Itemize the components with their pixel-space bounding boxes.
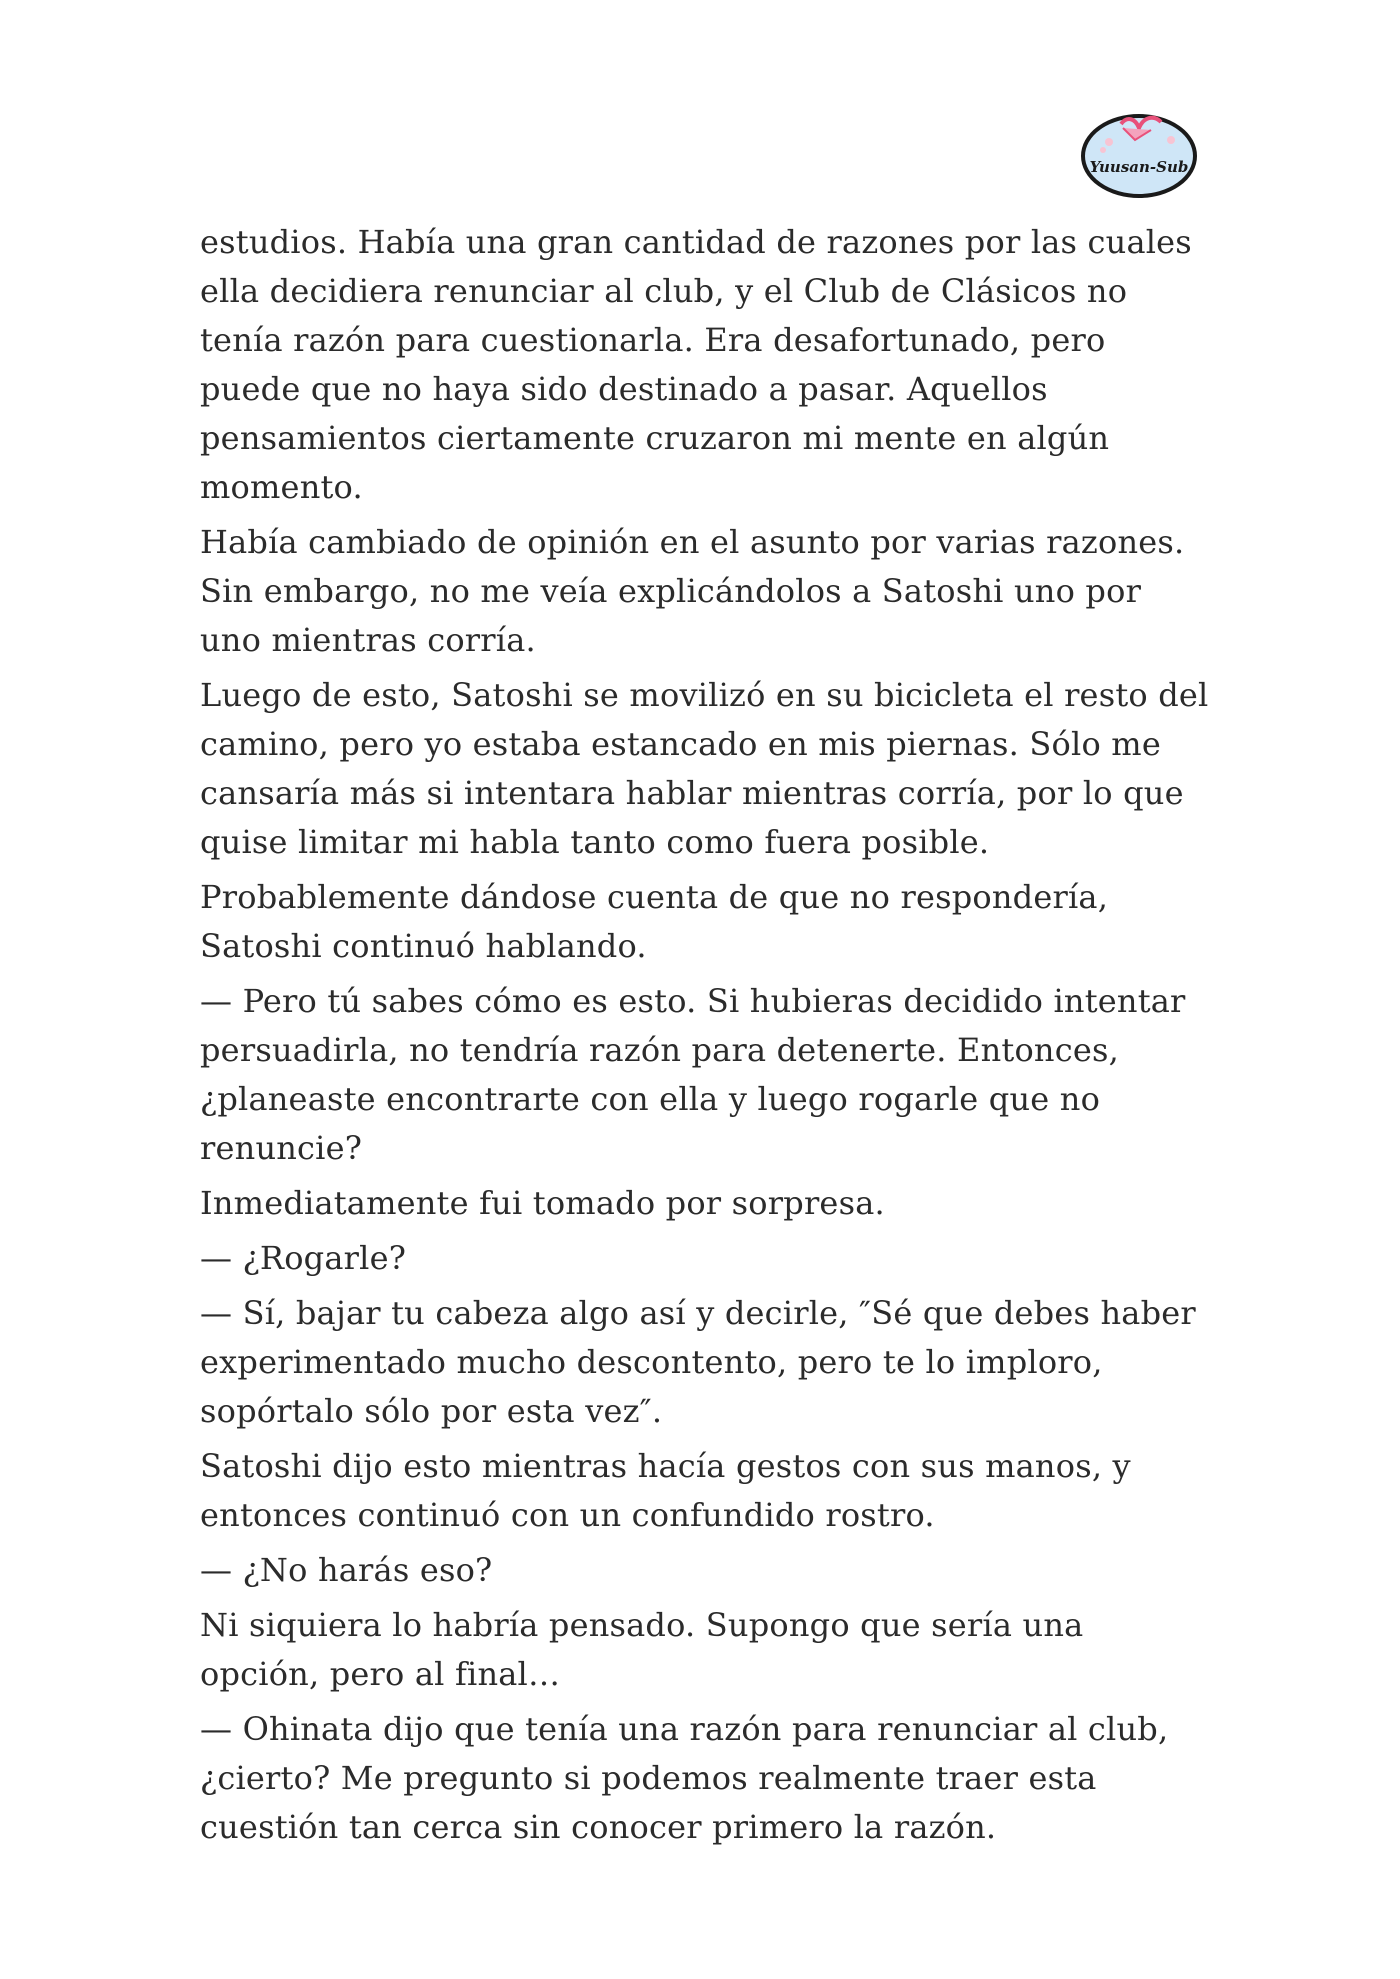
- dialogue-paragraph: — Pero tú sabes cómo es esto. Si hubieras decidido intentar persuadirla, no tendría razón para detenerte. Entonces, ¿planeaste encontrarte con ella y luego rogarle que no renuncie?: [200, 982, 1186, 1167]
- document-body: [200, 218, 1210, 1858]
- dialogue-paragraph: — ¿Rogarle?: [200, 1239, 407, 1277]
- dialogue-paragraph: — Sí, bajar tu cabeza algo así y decirle, ″Sé que debes haber experimentado mucho descontento, pero te lo imploro, sopórtalo sólo por esta vez″.: [200, 1294, 1196, 1430]
- paragraph: estudios. Había una gran cantidad de razones por las cuales ella decidiera renunciar al club, y el Club de Clásicos no tenía razón para cuestionarla. Era desafortunado, pero puede que no haya sido destinado a pasar. Aquellos pensamientos ciertamente cruzaron mi mente en algún momento.: [200, 223, 1192, 506]
- logo-graphic: [1079, 106, 1199, 198]
- yuusan-sub-logo: [1079, 106, 1199, 198]
- paragraph: Ni siquiera lo habría pensado. Supongo que sería una opción, pero al final…: [200, 1606, 1084, 1693]
- dialogue-paragraph: — Ohinata dijo que tenía una razón para renunciar al club, ¿cierto? Me pregunto si podemos realmente traer esta cuestión tan cerca sin conocer primero la razón.: [200, 1710, 1169, 1846]
- paragraph: Había cambiado de opinión en el asunto por varias razones. Sin embargo, no me veía explicándolos a Satoshi uno por uno mientras corría.: [200, 523, 1185, 659]
- dialogue-paragraph: — ¿No harás eso?: [200, 1551, 493, 1589]
- paragraph: Probablemente dándose cuenta de que no respondería, Satoshi continuó hablando.: [200, 878, 1109, 965]
- paragraph: Luego de esto, Satoshi se movilizó en su bicicleta el resto del camino, pero yo estaba estancado en mis piernas. Sólo me cansaría más si intentara hablar mientras corría, por lo que quise limitar mi habla tanto como fuera posible.: [200, 676, 1209, 861]
- logo-text: Yuusan-Sub: [1089, 158, 1189, 176]
- paragraph: Satoshi dijo esto mientras hacía gestos con sus manos, y entonces continuó con un confundido rostro.: [200, 1447, 1131, 1534]
- paragraph: Inmediatamente fui tomado por sorpresa.: [200, 1184, 885, 1222]
